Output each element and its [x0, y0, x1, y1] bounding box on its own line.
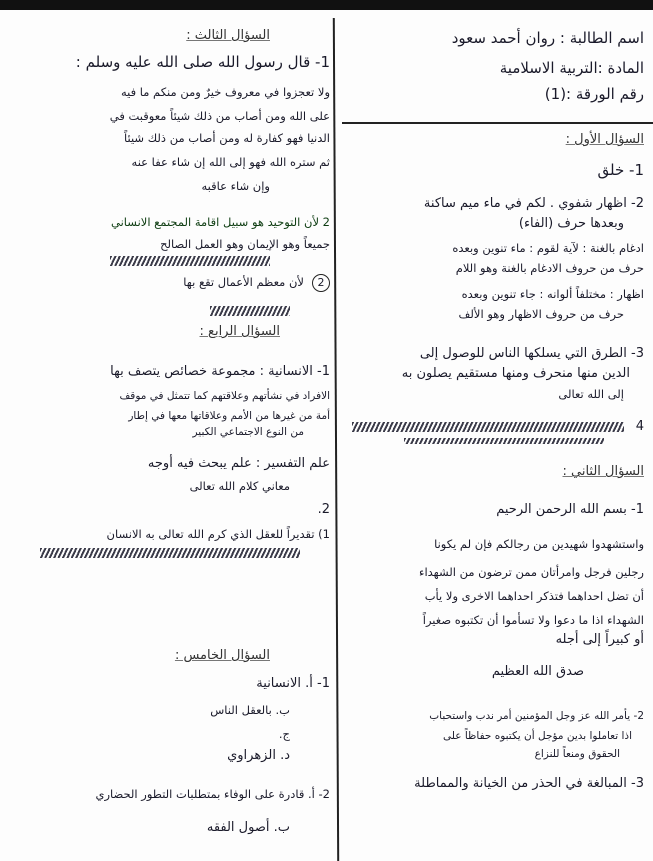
crossed-out-answer: [404, 438, 604, 444]
q1-answer-2-line5: اظهار : مختلفاً ألوانه : جاء تنوين وبعده: [461, 287, 644, 301]
q4-answer-1-line2: الافراد في نشأتهم وعلاقتهم كما تتمثل في موقف: [119, 390, 330, 402]
q3-answer-2-line1: 2 لأن التوحيد هو سبيل اقامة المجتمع الانساني: [111, 215, 330, 229]
crossed-out-answer: [110, 256, 270, 266]
q2-answer-2-line2: اذا تعاملوا بدين مؤجل أن يكتبوه حفاظاً على: [442, 730, 632, 742]
q1-title: السؤال الأول :: [565, 132, 644, 147]
q1-answer-3-line3: إلى الله تعالى: [558, 387, 624, 401]
q4-answer-1-line5: علم التفسير : علم يبحث فيه أوجه: [147, 456, 330, 471]
q3-answer-1-line2: ولا تعجزوا في معروف خيرٌ ومن منكم ما فيه: [120, 85, 330, 99]
q5-answer-2-line2: ب. أصول الفقه: [206, 820, 290, 835]
q4-answer-2-number: 2.: [317, 502, 330, 517]
q2-answer-3: 3- المبالغة في الحذر من الخيانة والمماطلة: [414, 776, 644, 791]
q3-answer-1-line5: ثم ستره الله فهو إلى الله إن شاء عفا عنه: [131, 155, 330, 169]
q1-answer-3-line1: 3- الطرق التي يسلكها الناس للوصول إلى: [419, 346, 644, 361]
q4-answer-2-line1: 1) تقديراً للعقل الذي كرم الله تعالى به الانسان: [106, 527, 330, 541]
q1-answer-2-line4: حرف من حروف الادغام بالغنة وهو اللام: [455, 261, 644, 275]
student-name: اسم الطالبة : روان أحمد سعود: [451, 29, 644, 47]
q4-answer-1-line1: 1- الانسانية : مجموعة خصائص يتصف بها: [110, 364, 330, 379]
q3-answer-1-line6: وإن شاء عاقبه: [201, 179, 270, 193]
q1-answer-2-line2: وبعدها حرف (الفاء): [518, 216, 624, 231]
q3-title: السؤال الثالث :: [186, 28, 270, 43]
q4-answer-1-line6: معاني كلام الله تعالى: [189, 479, 290, 493]
q2-answer-1-line5: الشهداء اذا ما دعوا ولا تسأموا أن تكتبوه صغيراً: [422, 613, 644, 627]
q1-answer-2-line6: حرف من حروف الاظهار وهو الألف: [458, 307, 624, 321]
q2-answer-1-line4: أن تضل احداهما فتذكر احداهما الاخرى ولا يأب: [424, 589, 644, 603]
q1-answer-1: 1- خلق: [597, 161, 644, 179]
paper-number: رقم الورقة :(1): [544, 85, 644, 103]
q1-answer-2-line3: ادغام بالغنة : لآية لقوم : ماء تنوين وبعده: [452, 241, 644, 255]
column-divider: [333, 18, 339, 861]
crossed-out-answer: [40, 548, 300, 558]
q3-answer-1-line1: 1- قال رسول الله صلى الله عليه وسلم :: [75, 53, 330, 71]
crossed-out-answer: [210, 306, 290, 316]
q4-answer-1-line4: من النوع الاجتماعي الكبير: [192, 426, 304, 438]
crossed-out-answer: [352, 422, 624, 432]
circled-number: 2: [312, 274, 330, 292]
q2-answer-2-line1: 2- يأمر الله عز وجل المؤمنين أمر ندب واستحباب: [429, 710, 644, 722]
q1-answer-2-line1: 2- اظهار شفوي . لكم في ماء ميم ساكنة: [423, 196, 644, 211]
q2-title: السؤال الثاني :: [562, 464, 644, 479]
q2-answer-2-line3: الحقوق ومنعاً للنزاع: [534, 748, 620, 760]
q4-answer-1-line3: أمة من غيرها من الأمم وعلاقاتها معها في إطار: [128, 410, 330, 422]
q2-answer-1-closing: صدق الله العظيم: [491, 664, 584, 679]
q5-answer-2-line1: 2- أ. قادرة على الوفاء بمتطلبات التطور الحضاري: [95, 787, 330, 801]
q3-answer-2-line2: جميعاً وهو الإيمان وهو العمل الصالح: [160, 237, 330, 251]
q2-answer-1-line3: رجلين فرجل وامرأتان ممن ترضون من الشهداء: [419, 565, 644, 579]
q1-answer-4-number: 4: [635, 419, 644, 434]
q4-title: السؤال الرابع :: [199, 324, 280, 339]
header-divider: [342, 122, 653, 124]
q2-answer-1-line6: أو كبيراً إلى أجله: [555, 632, 644, 647]
q2-answer-1-line1: 1- بسم الله الرحمن الرحيم: [496, 502, 644, 517]
q5-answer-1-line1: 1- أ. الانسانية: [256, 676, 330, 691]
q5-answer-1-line3: ج.: [278, 727, 290, 741]
q1-answer-3-line2: الدين منها منحرف ومنها مستقيم يصلون به: [401, 366, 630, 381]
q2-answer-1-line2: واستشهدوا شهيدين من رجالكم فإن لم يكونا: [434, 537, 644, 551]
q3-answer-1-line4: الدنيا فهو كفارة له ومن أصاب من ذلك شيئاً: [123, 131, 330, 145]
q5-title: السؤال الخامس :: [174, 648, 270, 663]
q3-answer-2-line3: لأن معظم الأعمال تقع بها: [183, 275, 304, 289]
subject-line: المادة :التربية الاسلامية: [499, 59, 644, 77]
q5-answer-1-line2: ب. بالعقل الناس: [210, 703, 290, 717]
q3-answer-1-line3: على الله ومن أصاب من ذلك شيئاً معوقبت في: [109, 109, 330, 123]
q5-answer-1-line4: د. الزهراوي: [227, 748, 290, 763]
